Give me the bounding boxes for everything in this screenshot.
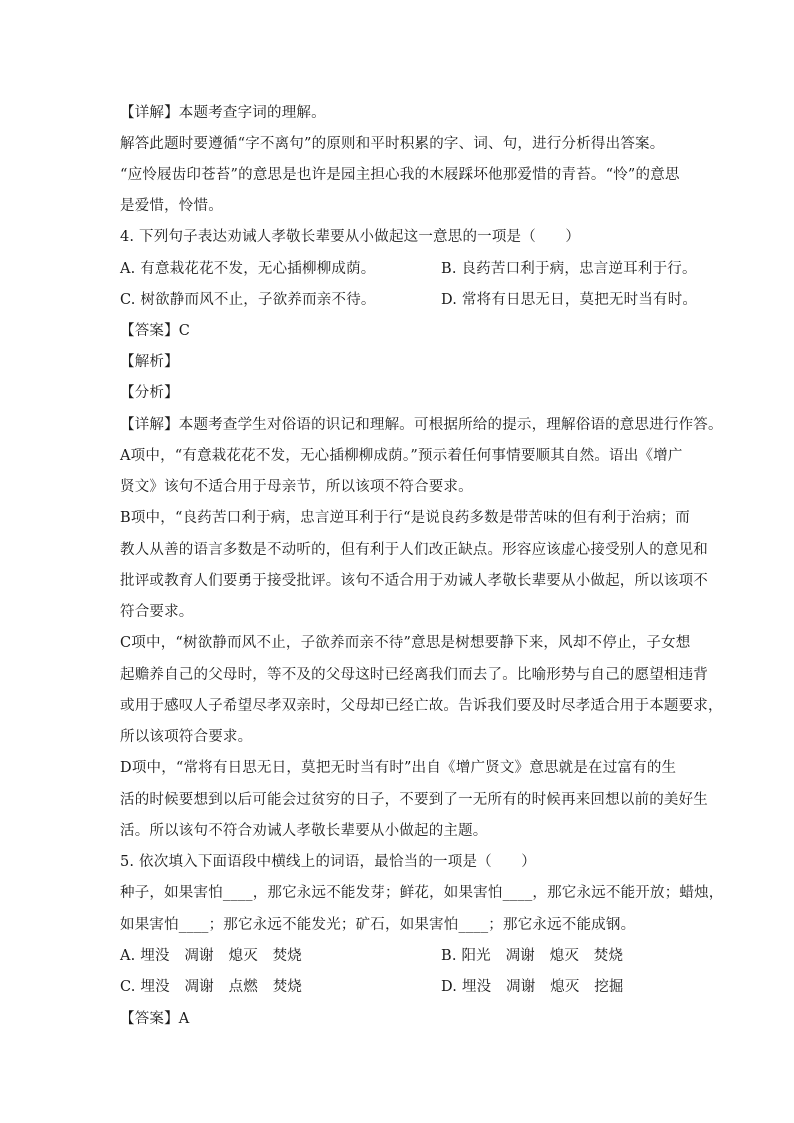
question-5-text: 如果害怕____；那它永远不能发光；矿石，如果害怕____；那它永远不能成钢。: [120, 917, 636, 933]
question-4-option-a: A. 有意栽花花不发，无心插柳柳成荫。: [120, 261, 376, 277]
question-5-text: 种子，如果害怕____，那它永远不能发芽；鲜花，如果害怕____，那它永远不能开放；蜡烛，: [120, 885, 724, 901]
detail-line: B项中，“良药苦口利于病，忠言逆耳利于行“是说良药多数是带苦味的但有利于治病；而: [120, 510, 690, 526]
detail-line: 【详解】本题考查学生对俗语的识记和理解。可根据所给的提示，理解俗语的意思进行作答。: [120, 417, 723, 433]
explanation-line: “应怜屐齿印苍苔”的意思是也许是园主担心我的木屐踩坏他那爱惜的青苔。“怜”的意思: [120, 167, 680, 183]
question-5: 5. 依次填入下面语段中横线上的词语，最恰当的一项是（ ）: [120, 854, 536, 870]
analysis-heading: 【解析】: [120, 354, 179, 370]
question-5-option-d: D. 埋没 凋谢 熄灭 挖掘: [441, 979, 624, 995]
detail-line: 活。所以该句不符合劝诫人孝敬长辈要从小做起的主题。: [120, 823, 488, 839]
detail-heading-line: 【详解】本题考查字词的理解。: [120, 105, 326, 121]
question-4-option-c: C. 树欲静而风不止，子欲养而亲不待。: [120, 292, 376, 308]
explanation-line: 是爱惜，怜惜。: [120, 198, 223, 214]
detail-line: 起赡养自己的父母时，等不及的父母这时已经离我们而去了。比喻形势与自己的愿望相违背: [120, 667, 708, 683]
answer-5: 【答案】A: [120, 1011, 190, 1027]
detail-line: D项中，“常将有日思无日，莫把无时当有时”出自《增广贤文》意思就是在过富有的生: [120, 760, 677, 776]
explanation-line: 解答此题时要遵循“字不离句”的原则和平时积累的字、词、句，进行分析得出答案。: [120, 136, 665, 152]
answer-4: 【答案】C: [120, 323, 191, 339]
fenxi-heading: 【分析】: [120, 385, 179, 401]
detail-line: 批评或教育人们要勇于接受批评。该句不适合用于劝诫人孝敬长辈要从小做起，所以该项不: [120, 573, 708, 589]
detail-line: 活的时候要想到以后可能会过贫穷的日子，不要到了一无所有的时候再来回想以前的美好生: [120, 792, 708, 808]
detail-line: 所以该项符合要求。: [120, 729, 253, 745]
question-5-option-b: B. 阳光 凋谢 熄灭 焚烧: [441, 948, 624, 964]
question-4: 4. 下列句子表达劝诫人孝敬长辈要从小做起这一意思的一项是（ ）: [120, 229, 581, 245]
detail-line: 贤文》该句不适合用于母亲节，所以该项不符合要求。: [120, 479, 473, 495]
detail-line: 教人从善的语言多数是不动听的，但有利于人们改正缺点。形容应该虚心接受别人的意见和: [120, 542, 708, 558]
question-4-option-d: D. 常将有日思无日，莫把无时当有时。: [441, 292, 698, 308]
detail-line: 符合要求。: [120, 604, 194, 620]
question-5-option-c: C. 埋没 凋谢 点燃 焚烧: [120, 979, 303, 995]
question-4-option-b: B. 良药苦口利于病，忠言逆耳利于行。: [441, 261, 697, 277]
question-5-option-a: A. 埋没 凋谢 熄灭 焚烧: [120, 948, 302, 964]
detail-line: C项中，“树欲静而风不止，子欲养而亲不待”意思是树想要静下来，风却不停止，子女想: [120, 635, 691, 651]
detail-line: A项中，“有意栽花花不发，无心插柳柳成荫。”预示着任何事情要顺其自然。语出《增广: [120, 448, 683, 464]
detail-line: 或用于感叹人子希望尽孝双亲时，父母却已经亡故。告诉我们要及时尽孝适合用于本题要求，: [120, 698, 723, 714]
